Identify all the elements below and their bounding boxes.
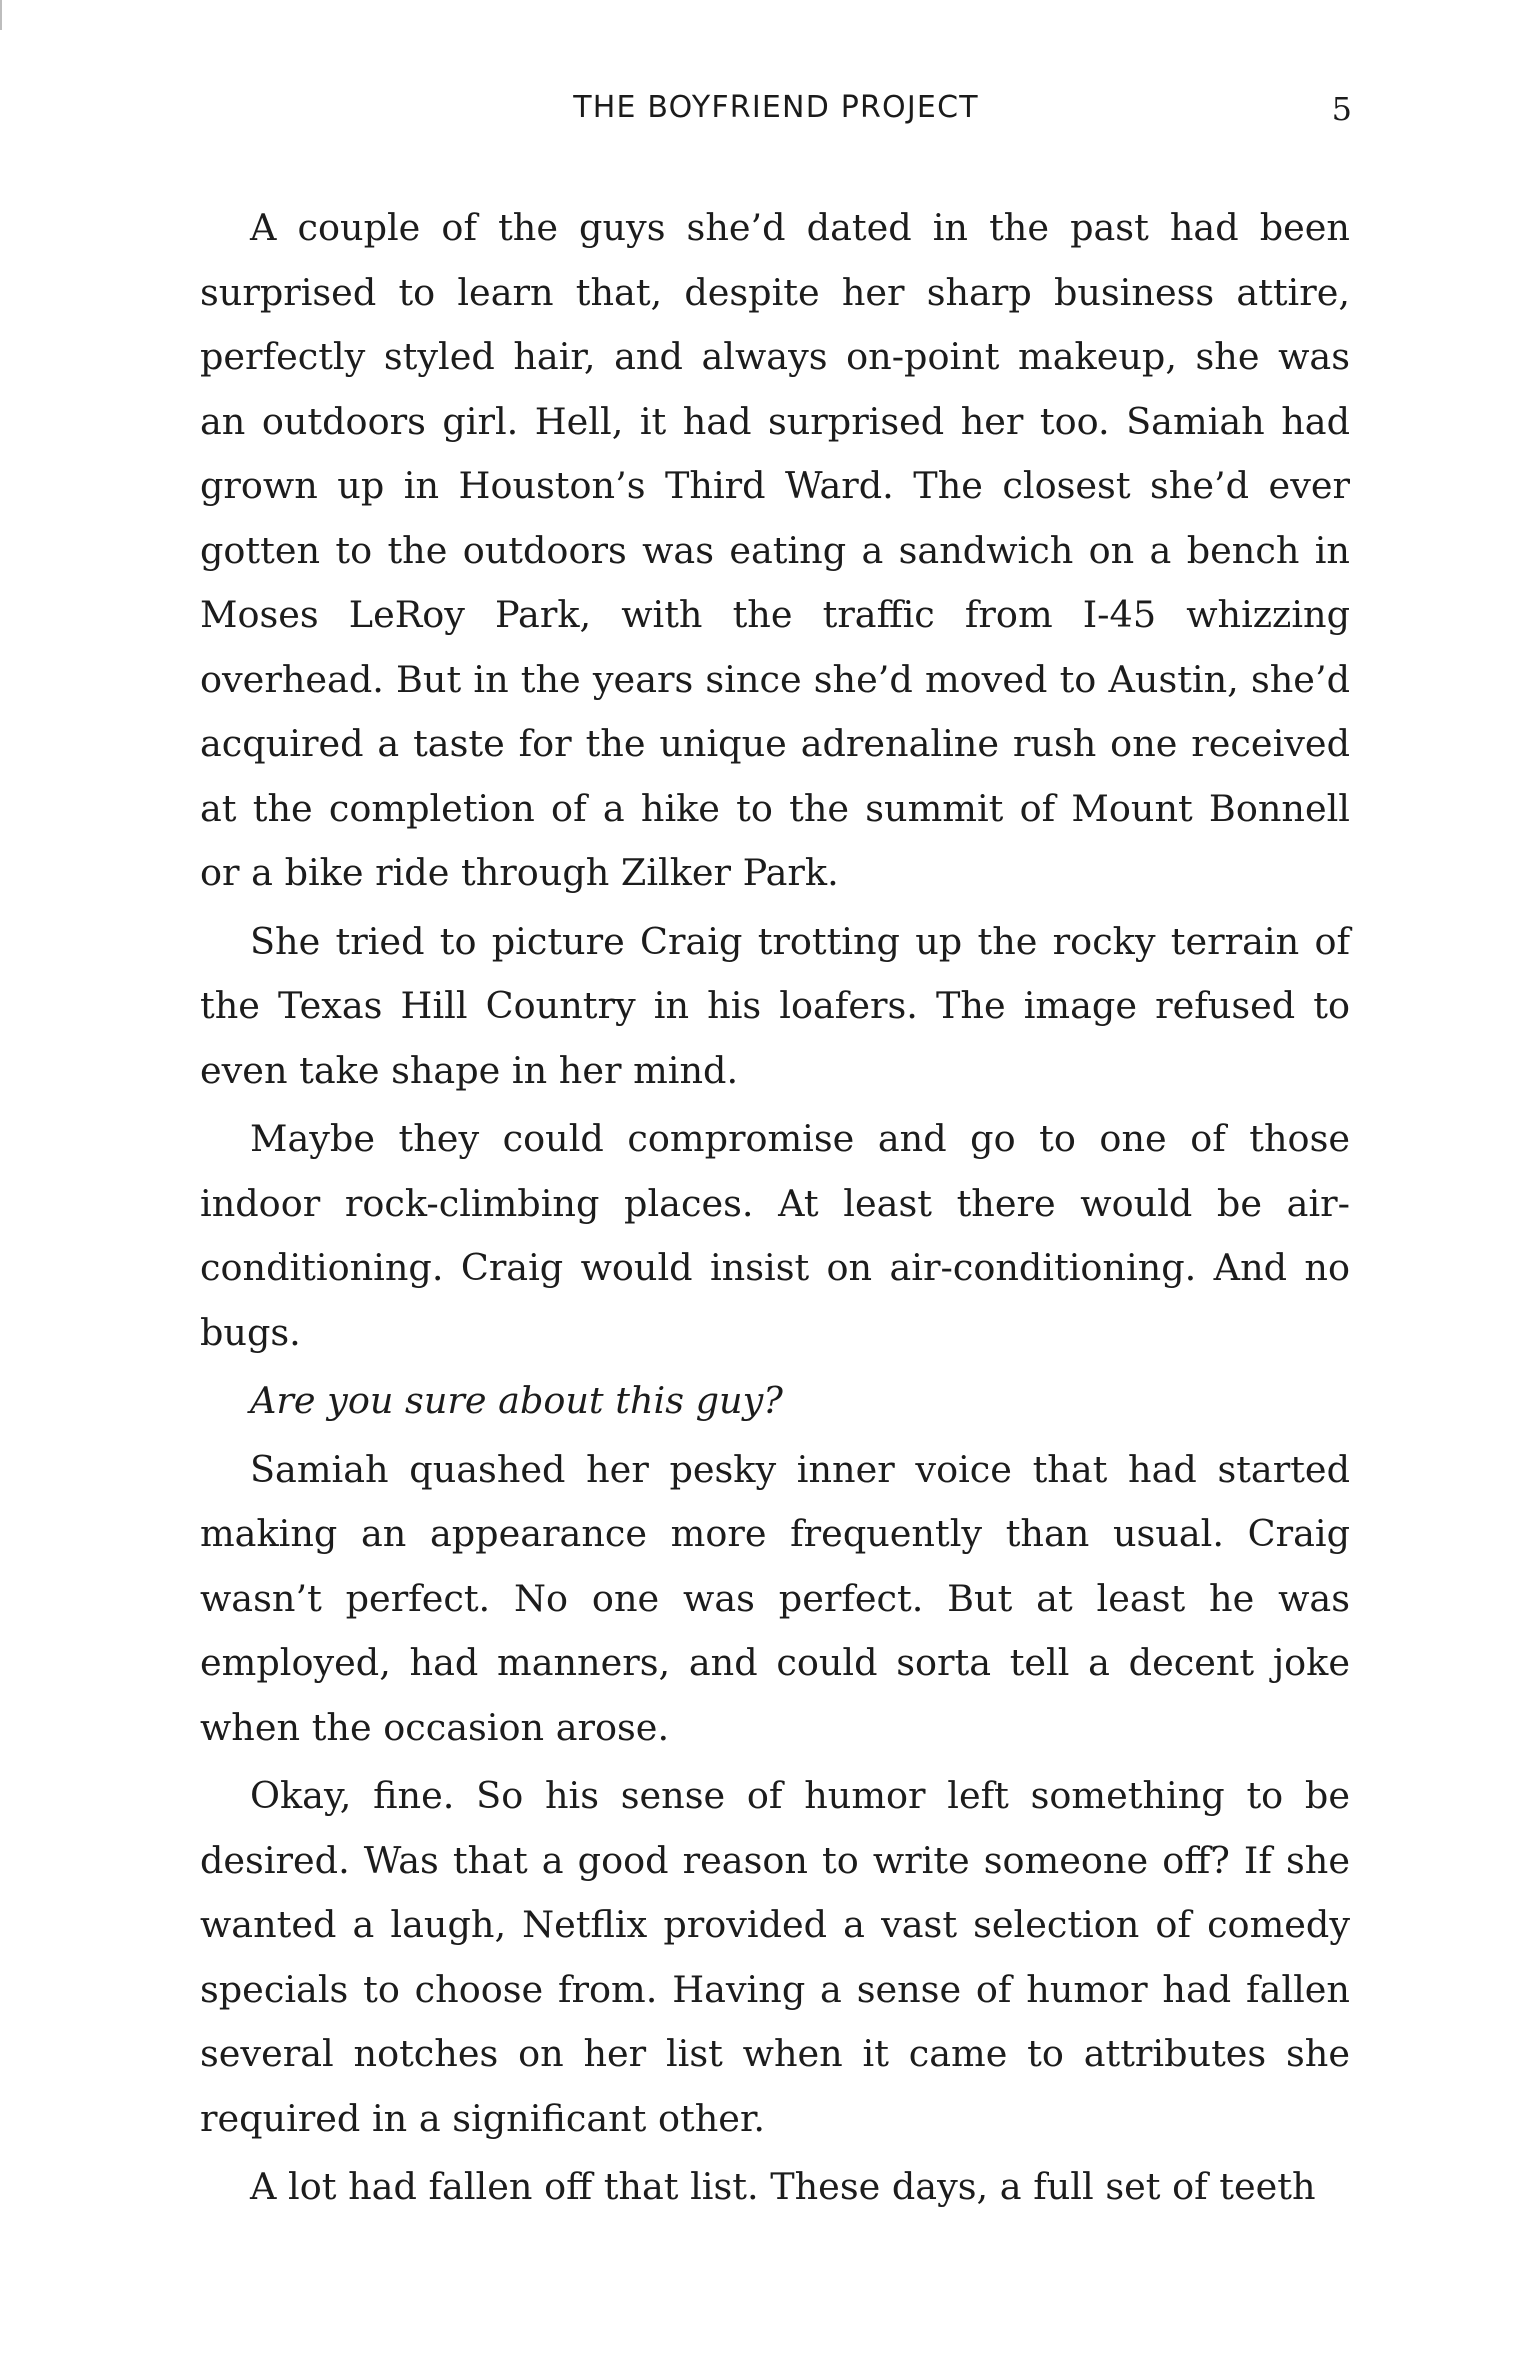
paragraph-1: A couple of the guys she’d dated in the past had been surprised to learn that, despite her sharp business attire, perfectly styled hair, and always on-point makeup, she was an outdoors girl. Hell, it had surprised her too. Samiah had grown up in Houston’s Third Ward. The closest she’d ever gotten to the outdoors was eating a sandwich on a bench in Moses LeRoy Park, with the traffic from I-45 whizzing overhead. But in the years since she’d moved to Austin, she’d acquired a taste for the unique adrenaline rush one received at the completion of a hike to the summit of Mount Bonnell or a bike ride through Zilker Park. [200, 206, 1350, 894]
paragraph-6: Okay, fine. So his sense of humor left something to be desired. Was that a good reason to write someone off? If she wanted a laugh, Netflix provided a vast selection of comedy specials to choose from. Having a sense of humor had fallen several notches on her list when it came to attributes she required in a significant other. [200, 1774, 1350, 2140]
paragraph-2: She tried to picture Craig trotting up the rocky terrain of the Texas Hill Country in his loafers. The image refused to even take shape in her mind. [200, 919, 1350, 1092]
paragraph-5: Samiah quashed her pesky inner voice that had started making an appearance more frequently than usual. Craig wasn’t perfect. No one was perfect. But at least he was employed, had manners, and could sorta tell a decent joke when the occasion arose. [200, 1447, 1350, 1749]
body-text [200, 196, 1350, 2224]
paragraph-3: Maybe they could compromise and go to one of those indoor rock-climbing places. At least there would be air-conditioning. Craig would insist on air-conditioning. And no bugs. [200, 1117, 1350, 1354]
running-title: THE BOYFRIEND PROJECT [573, 90, 979, 125]
paragraph-7: A lot had fallen off that list. These days, a full set of teeth [250, 2165, 1316, 2208]
page-edge-mark [0, 0, 2, 30]
inner-voice-line: Are you sure about this guy? [250, 1379, 783, 1422]
page-number: 5 [1331, 90, 1352, 128]
running-header [200, 90, 1352, 140]
